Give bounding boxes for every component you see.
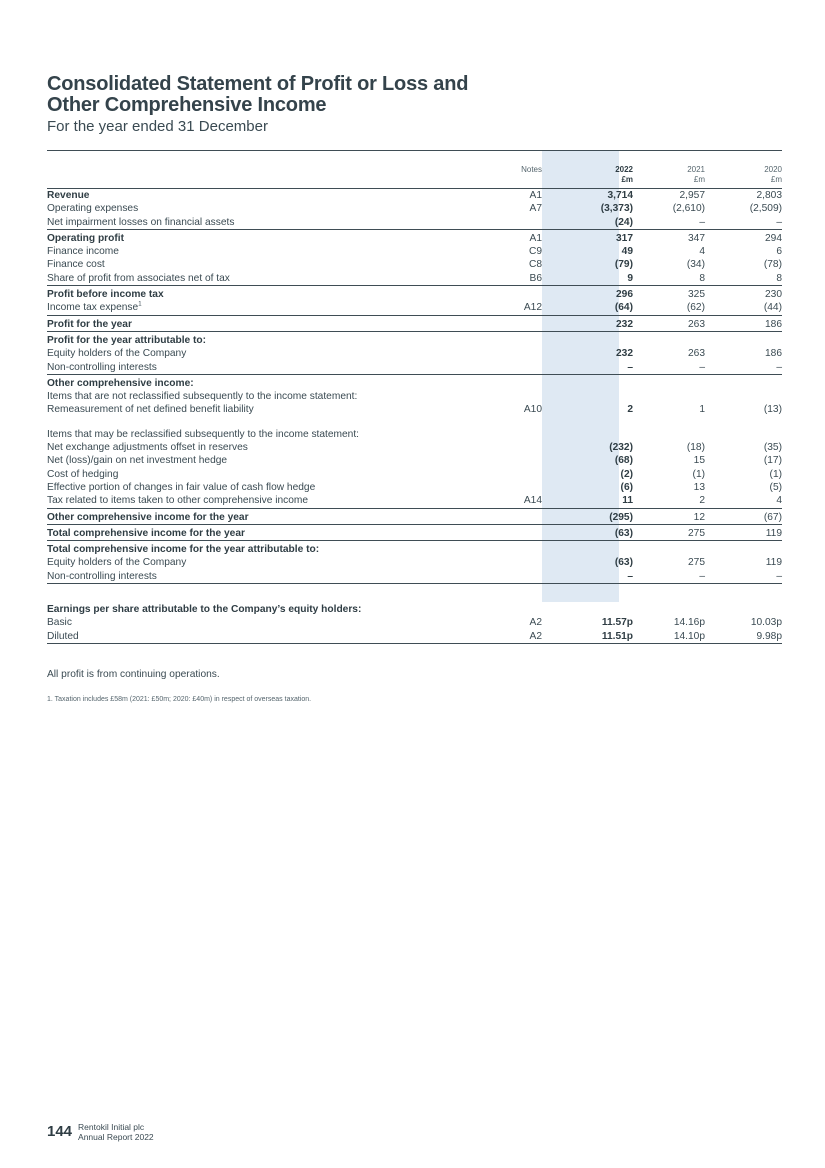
table-row: Equity holders of the Company 232 263 186 bbox=[47, 348, 782, 360]
table-row: Net impairment losses on financial assets (24) – – bbox=[47, 216, 782, 228]
year-2020-header: 2020 £m bbox=[710, 151, 782, 189]
table-row: Other comprehensive income for the year (295) 12 (67) bbox=[47, 508, 782, 524]
table-row: Finance cost C8 (79) (34) (78) bbox=[47, 259, 782, 271]
table-row: Operating expenses A7 (3,373) (2,610) (2,509) bbox=[47, 203, 782, 215]
page-subtitle: For the year ended 31 December bbox=[47, 118, 268, 135]
table-row: Items that may be reclassified subsequently to the income statement: bbox=[47, 428, 360, 440]
table-row: Earnings per share attributable to the Company’s equity holders: bbox=[47, 604, 362, 616]
title-line-2: Other Comprehensive Income bbox=[47, 94, 327, 116]
table-row: Total comprehensive income for the year (63) 275 119 bbox=[47, 524, 782, 540]
year-2022-header: 2022 £m bbox=[566, 151, 638, 189]
footnote-marker: 1 bbox=[138, 301, 142, 308]
table-row: Finance income C9 49 4 6 bbox=[47, 246, 782, 258]
table-row: Equity holders of the Company (63) 275 119 bbox=[47, 557, 782, 569]
table-row: Other comprehensive income: bbox=[47, 374, 782, 390]
table-row: Profit for the year attributable to: bbox=[47, 331, 782, 347]
taxation-footnote: 1. Taxation includes £58m (2021: £50m; 2020: £40m) in respect of overseas taxation. bbox=[47, 696, 312, 703]
table-row: Income tax expense$^1$ A12 (64) (62) (44) bbox=[47, 301, 782, 314]
table-row: Profit before income tax 296 325 230 bbox=[47, 286, 782, 302]
table-row: Diluted A2 11.51p 14.10p 9.98p bbox=[47, 630, 782, 642]
table-row: Profit for the year 232 263 186 bbox=[47, 315, 782, 331]
table-row: Cost of hedging (2) (1) (1) bbox=[47, 468, 782, 480]
table-header bbox=[47, 151, 782, 189]
continuing-operations-note: All profit is from continuing operations. bbox=[47, 669, 220, 680]
page-title bbox=[47, 74, 468, 116]
table-row: Non-controlling interests – – – bbox=[47, 570, 782, 582]
report-name: Rentokil Initial plc Annual Report 2022 bbox=[78, 1122, 154, 1142]
table-row: Non-controlling interests – – – bbox=[47, 361, 782, 373]
title-line-1: Consolidated Statement of Profit or Loss and bbox=[47, 73, 469, 95]
page-number: 144 bbox=[47, 1123, 73, 1140]
table-row: Total comprehensive income for the year attributable to: bbox=[47, 541, 782, 557]
year-2021-header: 2021 £m bbox=[638, 151, 710, 189]
table-row: Effective portion of changes in fair value of cash flow hedge (6) 13 (5) bbox=[47, 481, 782, 493]
table-row: Tax related to items taken to other comprehensive income A14 11 2 4 bbox=[47, 495, 782, 507]
table-row: Net (loss)/gain on net investment hedge (68) 15 (17) bbox=[47, 455, 782, 467]
table-row: Share of profit from associates net of tax B6 9 8 8 bbox=[47, 272, 782, 284]
notes-header: Notes bbox=[507, 151, 542, 189]
income-statement-table bbox=[47, 150, 782, 644]
table-row: Items that are not reclassified subsequently to the income statement: bbox=[47, 391, 358, 403]
table-row: Operating profit A1 317 347 294 bbox=[47, 229, 782, 245]
page-footer bbox=[47, 1122, 154, 1142]
table-row: Revenue A1 3,714 2,957 2,803 bbox=[47, 190, 782, 201]
table-row: Net exchange adjustments offset in reserves (232) (18) (35) bbox=[47, 442, 782, 454]
table-row: Remeasurement of net defined benefit liability A10 2 1 (13) bbox=[47, 404, 782, 416]
table-row: Basic A2 11.57p 14.16p 10.03p bbox=[47, 617, 782, 629]
